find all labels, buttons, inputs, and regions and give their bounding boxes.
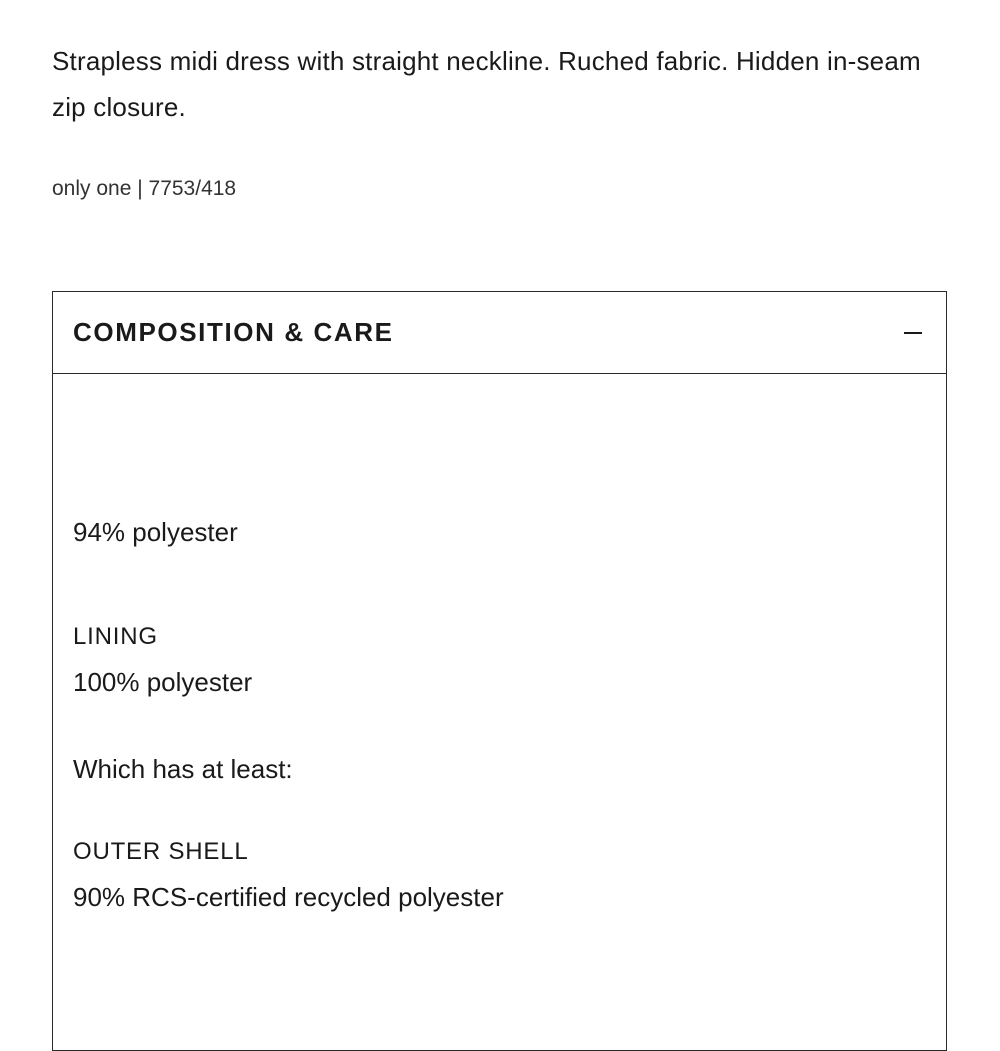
outer-shell-composition: 90% RCS-certified recycled polyester <box>73 882 504 912</box>
composition-care-title: COMPOSITION & CARE <box>73 317 394 347</box>
certification-intro: Which has at least: <box>73 754 293 784</box>
lining-label: LINING <box>73 623 158 650</box>
outer-shell-label: OUTER SHELL <box>73 838 249 865</box>
product-description: Strapless midi dress with straight neckline. Ruched fabric. Hidden in-seam zip closure. <box>52 46 921 122</box>
main-fabric-composition: 94% polyester <box>73 517 238 547</box>
product-reference: only one | 7753/418 <box>52 177 237 200</box>
minus-icon[interactable] <box>904 332 922 334</box>
lining-composition: 100% polyester <box>73 667 253 697</box>
composition-care-accordion <box>52 291 947 1051</box>
composition-care-header[interactable] <box>53 292 946 374</box>
